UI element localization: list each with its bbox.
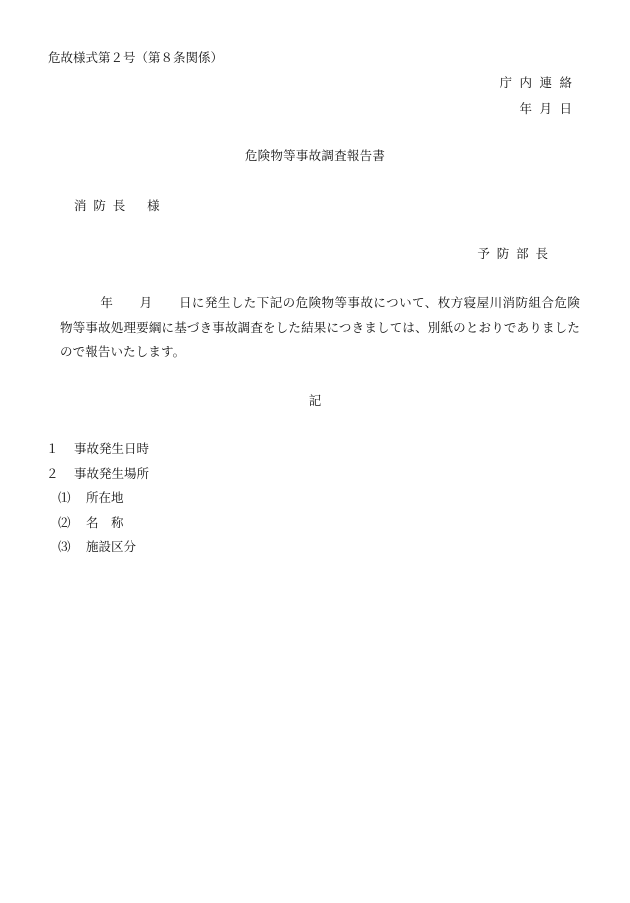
item-label: 事故発生日時 bbox=[74, 441, 150, 456]
body-text: 日に発生した下記の危険物等事故について、枚方寝屋川消防組合危険物等事故処理要綱に基づき事故調査をした結果につきましては、別紙のとおりでありましたので報告いたします。 bbox=[60, 295, 580, 359]
body-paragraph bbox=[60, 291, 580, 365]
sub-item-number: ⑵ bbox=[58, 514, 71, 530]
item-number: ２ bbox=[46, 465, 59, 481]
sub-item-label: 名 称 bbox=[86, 514, 124, 530]
item-label: 事故発生場所 bbox=[74, 465, 150, 481]
item-list bbox=[46, 441, 149, 564]
document-title: 危険物等事故調査報告書 bbox=[244, 148, 386, 163]
sender: 予防部長 bbox=[477, 246, 555, 261]
sub-item bbox=[46, 515, 149, 531]
list-item bbox=[46, 466, 149, 482]
addressee-honorific: 様 bbox=[147, 198, 167, 213]
sub-item bbox=[46, 490, 149, 506]
ki-heading: 記 bbox=[308, 393, 322, 408]
form-number: 危故様式第２号（第８条関係） bbox=[48, 50, 224, 65]
internal-routing-label: 庁内連絡 bbox=[499, 75, 580, 90]
sub-item-number: ⑴ bbox=[58, 490, 71, 505]
sub-item-label: 所在地 bbox=[86, 490, 124, 505]
sub-item-label: 施設区分 bbox=[86, 539, 137, 554]
addressee-name: 消防長 bbox=[74, 198, 133, 213]
sub-item bbox=[46, 539, 149, 555]
item-number: １ bbox=[46, 441, 59, 456]
addressee bbox=[74, 198, 167, 214]
routing-block bbox=[499, 75, 580, 127]
body-month: 月 bbox=[139, 295, 153, 310]
sub-item-number: ⑶ bbox=[58, 539, 71, 554]
date-label: 年月日 bbox=[519, 101, 580, 116]
body-year: 年 bbox=[100, 295, 114, 310]
list-item bbox=[46, 441, 149, 457]
